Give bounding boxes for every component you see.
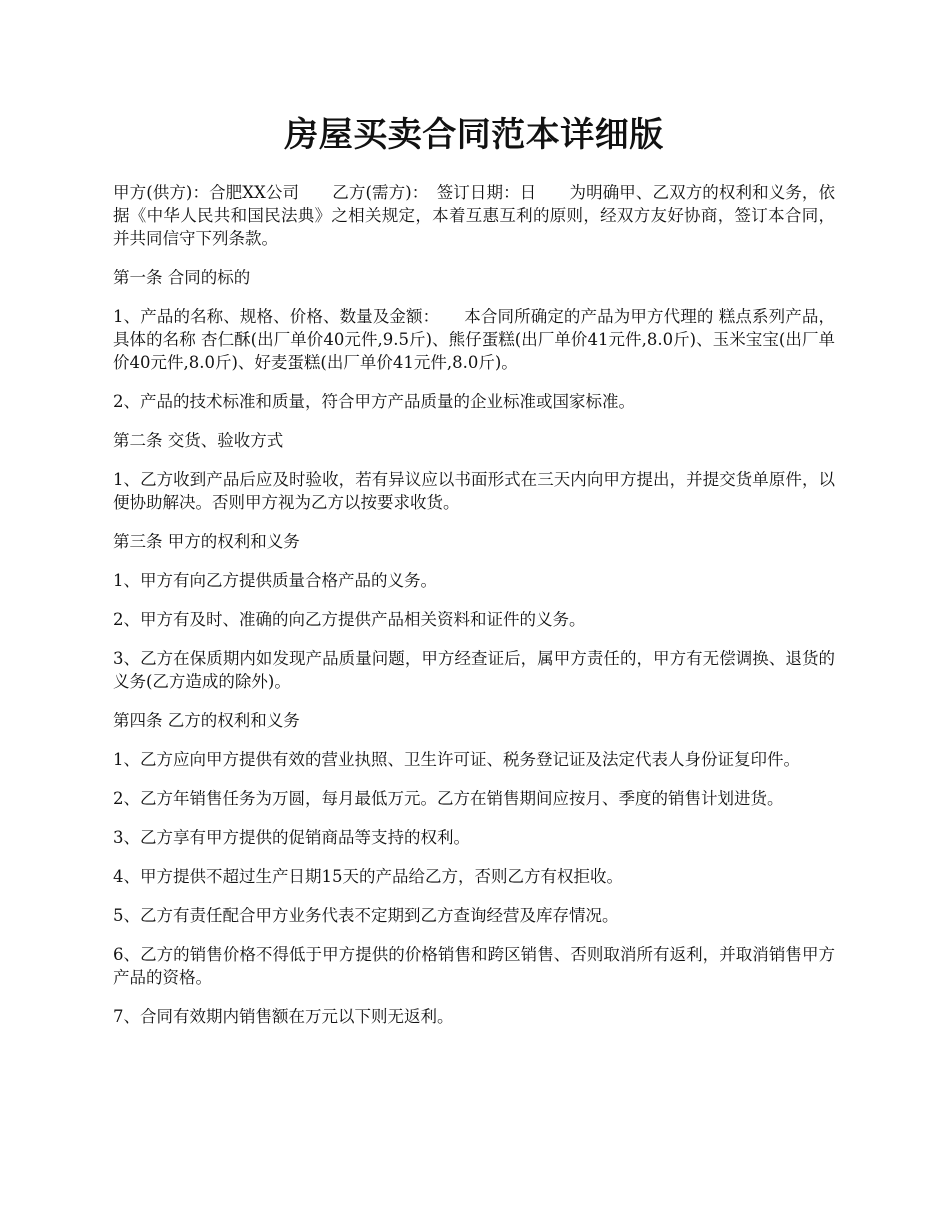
paragraph: 1、产品的名称、规格、价格、数量及金额： 本合同所确定的产品为甲方代理的 糕点系列产品，具体的名称 杏仁酥(出厂单价40元件,9.5斤)、熊仔蛋糕(出厂单价41元件,8.0斤)、玉米宝宝(出厂单价40元件,8.0斤)、好麦蛋糕(出厂单价41元件,8.0斤)。: [113, 307, 835, 372]
paragraph: 2、甲方有及时、准确的向乙方提供产品相关资料和证件的义务。: [113, 610, 586, 629]
paragraph: 5、乙方有责任配合甲方业务代表不定期到乙方查询经营及库存情况。: [113, 906, 619, 925]
document-page: [113, 0, 835, 1044]
paragraph: 1、甲方有向乙方提供质量合格产品的义务。: [113, 571, 437, 590]
article-heading-4: 第四条 乙方的权利和义务: [113, 711, 300, 730]
paragraph: 6、乙方的销售价格不得低于甲方提供的价格销售和跨区销售、否则取消所有返利，并取消销售甲方产品的资格。: [113, 945, 835, 987]
article-heading-2: 第二条 交货、验收方式: [113, 431, 284, 450]
paragraph: 3、乙方享有甲方提供的促销商品等支持的权利。: [113, 828, 470, 847]
paragraph: 1、乙方应向甲方提供有效的营业执照、卫生许可证、税务登记证及法定代表人身份证复印件。: [113, 750, 800, 769]
document-body: [113, 181, 835, 1028]
paragraph: 1、乙方收到产品后应及时验收，若有异议应以书面形式在三天内向甲方提出，并提交货单原件，以便协助解决。否则甲方视为乙方以按要求收货。: [113, 470, 835, 512]
paragraph: 3、乙方在保质期内如发现产品质量问题，甲方经查证后，属甲方责任的，甲方有无偿调换、退货的义务(乙方造成的除外)。: [113, 649, 835, 691]
paragraph: 2、乙方年销售任务为万圆，每月最低万元。乙方在销售期间应按月、季度的销售计划进货。: [113, 789, 784, 808]
article-heading-1: 第一条 合同的标的: [113, 268, 251, 287]
paragraph: 2、产品的技术标准和质量，符合甲方产品质量的企业标准或国家标准。: [113, 392, 635, 411]
paragraph: 4、甲方提供不超过生产日期15天的产品给乙方，否则乙方有权拒收。: [113, 867, 623, 886]
document-title: 房屋买卖合同范本详细版: [284, 115, 664, 155]
paragraph: 7、合同有效期内销售额在万元以下则无返利。: [113, 1007, 454, 1026]
paragraph-intro: 甲方(供方)：合肥XX公司 乙方(需方)： 签订日期：日 为明确甲、乙双方的权利和义务，依据《中华人民共和国民法典》之相关规定，本着互惠互利的原则，经双方友好协商，签订本合同，并共同信守下列条款。: [113, 183, 835, 248]
article-heading-3: 第三条 甲方的权利和义务: [113, 532, 300, 551]
